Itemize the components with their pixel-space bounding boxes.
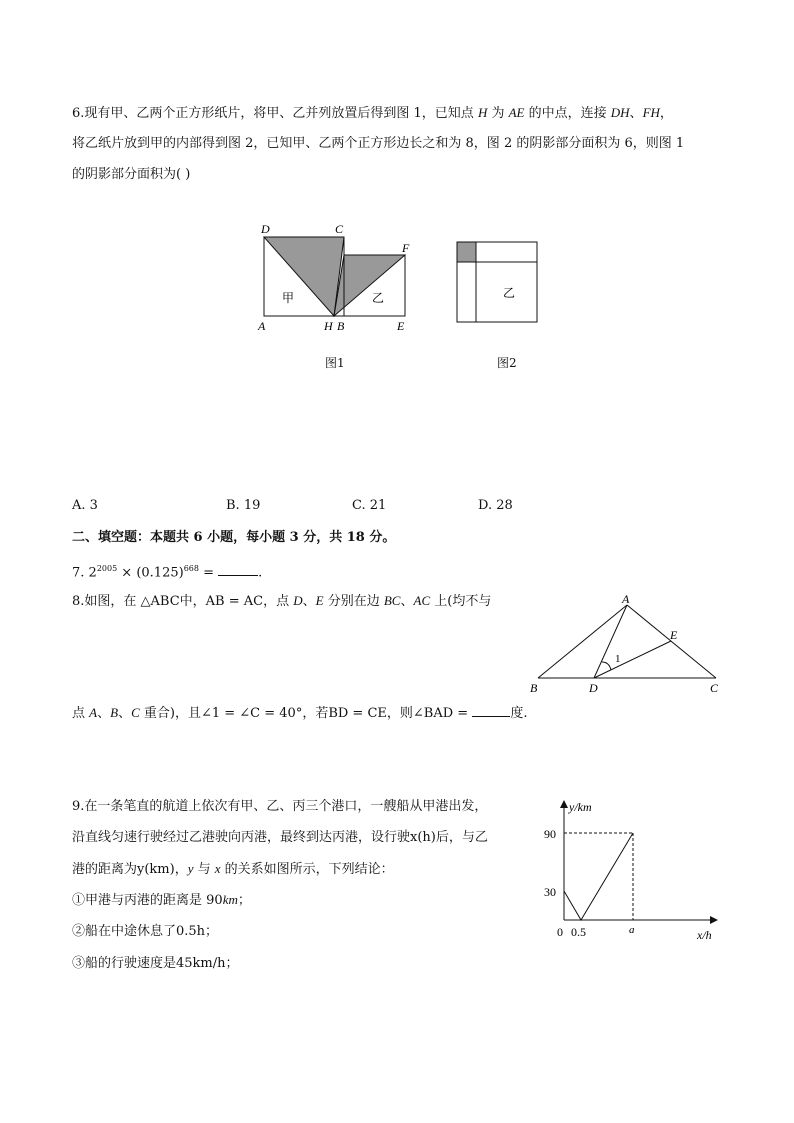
q7-answer-blank — [218, 563, 258, 576]
q8-line2: 点 A、B、C 重合)，且∠1 = ∠C = 40°，若BD = CE，则∠BAD = 度. — [72, 705, 528, 721]
q9-line2: 沿直线匀速行驶经过乙港驶向丙港，最终到达丙港，设行驶x(h)后，与乙 — [72, 830, 488, 845]
q6-line1: 6.现有甲、乙两个正方形纸片，将甲、乙并列放置后得到图 1，已知点 H 为 AE 的中点，连接 DH、FH， — [72, 105, 673, 121]
q6-option-d: D. 28 — [478, 498, 513, 513]
q8-segment-de — [594, 641, 671, 678]
fig1-label-H: H — [324, 319, 333, 333]
q9-line1: 9.在一条笔直的航道上依次有甲、乙、丙三个港口，一艘船从甲港出发， — [72, 799, 488, 814]
q8-label-C: C — [710, 681, 719, 695]
q9-conclusion-1: ①甲港与丙港的距离是 90km； — [72, 892, 251, 908]
q9-tick-a: a — [629, 924, 635, 936]
q6-option-c: C. 21 — [352, 498, 387, 513]
fig1-label-F: F — [402, 241, 410, 255]
q9-conclusion-3: ③船的行驶速度是45km/h； — [72, 956, 239, 971]
q9-conclusion-2: ②船在中途休息了0.5h； — [72, 924, 219, 939]
fig1-label-jia: 甲 — [282, 291, 295, 305]
q8-angle-1-arc — [602, 662, 611, 670]
q6-option-b: B. 19 — [226, 498, 261, 513]
q8-label-D: D — [589, 681, 598, 695]
q8-label-E: E — [670, 628, 678, 642]
q8-label-A: A — [622, 592, 630, 606]
q9-tick-90: 90 — [544, 827, 556, 841]
q9-graph-line — [564, 833, 633, 920]
fig2-caption: 图2 — [497, 356, 517, 370]
fig2-shaded-square — [457, 242, 476, 262]
q8-label-B: B — [530, 681, 538, 695]
q9-xlabel: x/h — [697, 928, 712, 942]
fig1-caption: 图1 — [325, 356, 345, 370]
q8-line1: 8.如图，在 △ABC中，AB = AC，点 D、E 分别在边 BC、AC 上(均不与 — [72, 593, 492, 609]
fig1-label-D: D — [261, 222, 270, 236]
q7-line: 7. $2^{2005} \times (0.125)^{668}$ = . — [72, 564, 263, 581]
fig2-label-yi: 乙 — [503, 286, 516, 300]
q9-tick-05: 0.5 — [571, 925, 586, 939]
q9-tick-0: 0 — [557, 925, 563, 939]
q8-label-1: 1 — [615, 653, 621, 665]
q9-ylabel: y/km — [569, 800, 592, 814]
fig1-label-C: C — [335, 222, 344, 236]
q8-side-ab — [538, 605, 627, 678]
fig1-label-A: A — [258, 319, 266, 333]
fig1-label-yi: 乙 — [372, 291, 385, 305]
q6-option-a: A. 3 — [72, 498, 98, 513]
q6-line3: 的阴影部分面积为( ) — [72, 167, 191, 182]
q6-figure-1 — [250, 218, 420, 340]
q9-graph — [540, 796, 730, 946]
q9-tick-30: 30 — [544, 885, 556, 899]
fig1-label-B: B — [337, 319, 345, 333]
fig1-shaded-right — [334, 255, 405, 316]
q6-line2: 将乙纸片放到甲的内部得到图 2，已知甲、乙两个正方形边长之和为 8，图 2 的阴影部分面积为 6，则图 1 — [72, 136, 685, 151]
q8-answer-blank — [472, 704, 510, 717]
q9-line3: 港的距离为y(km)，y 与 x 的关系如图所示，下列结论： — [72, 861, 394, 877]
q6-figure-2 — [455, 240, 541, 326]
q8-triangle-figure — [526, 590, 726, 698]
fig1-shaded-left — [264, 237, 344, 316]
fig1-label-E: E — [397, 319, 405, 333]
section2-title: 二、填空题：本题共 6 小题，每小题 3 分，共 18 分。 — [72, 530, 396, 545]
